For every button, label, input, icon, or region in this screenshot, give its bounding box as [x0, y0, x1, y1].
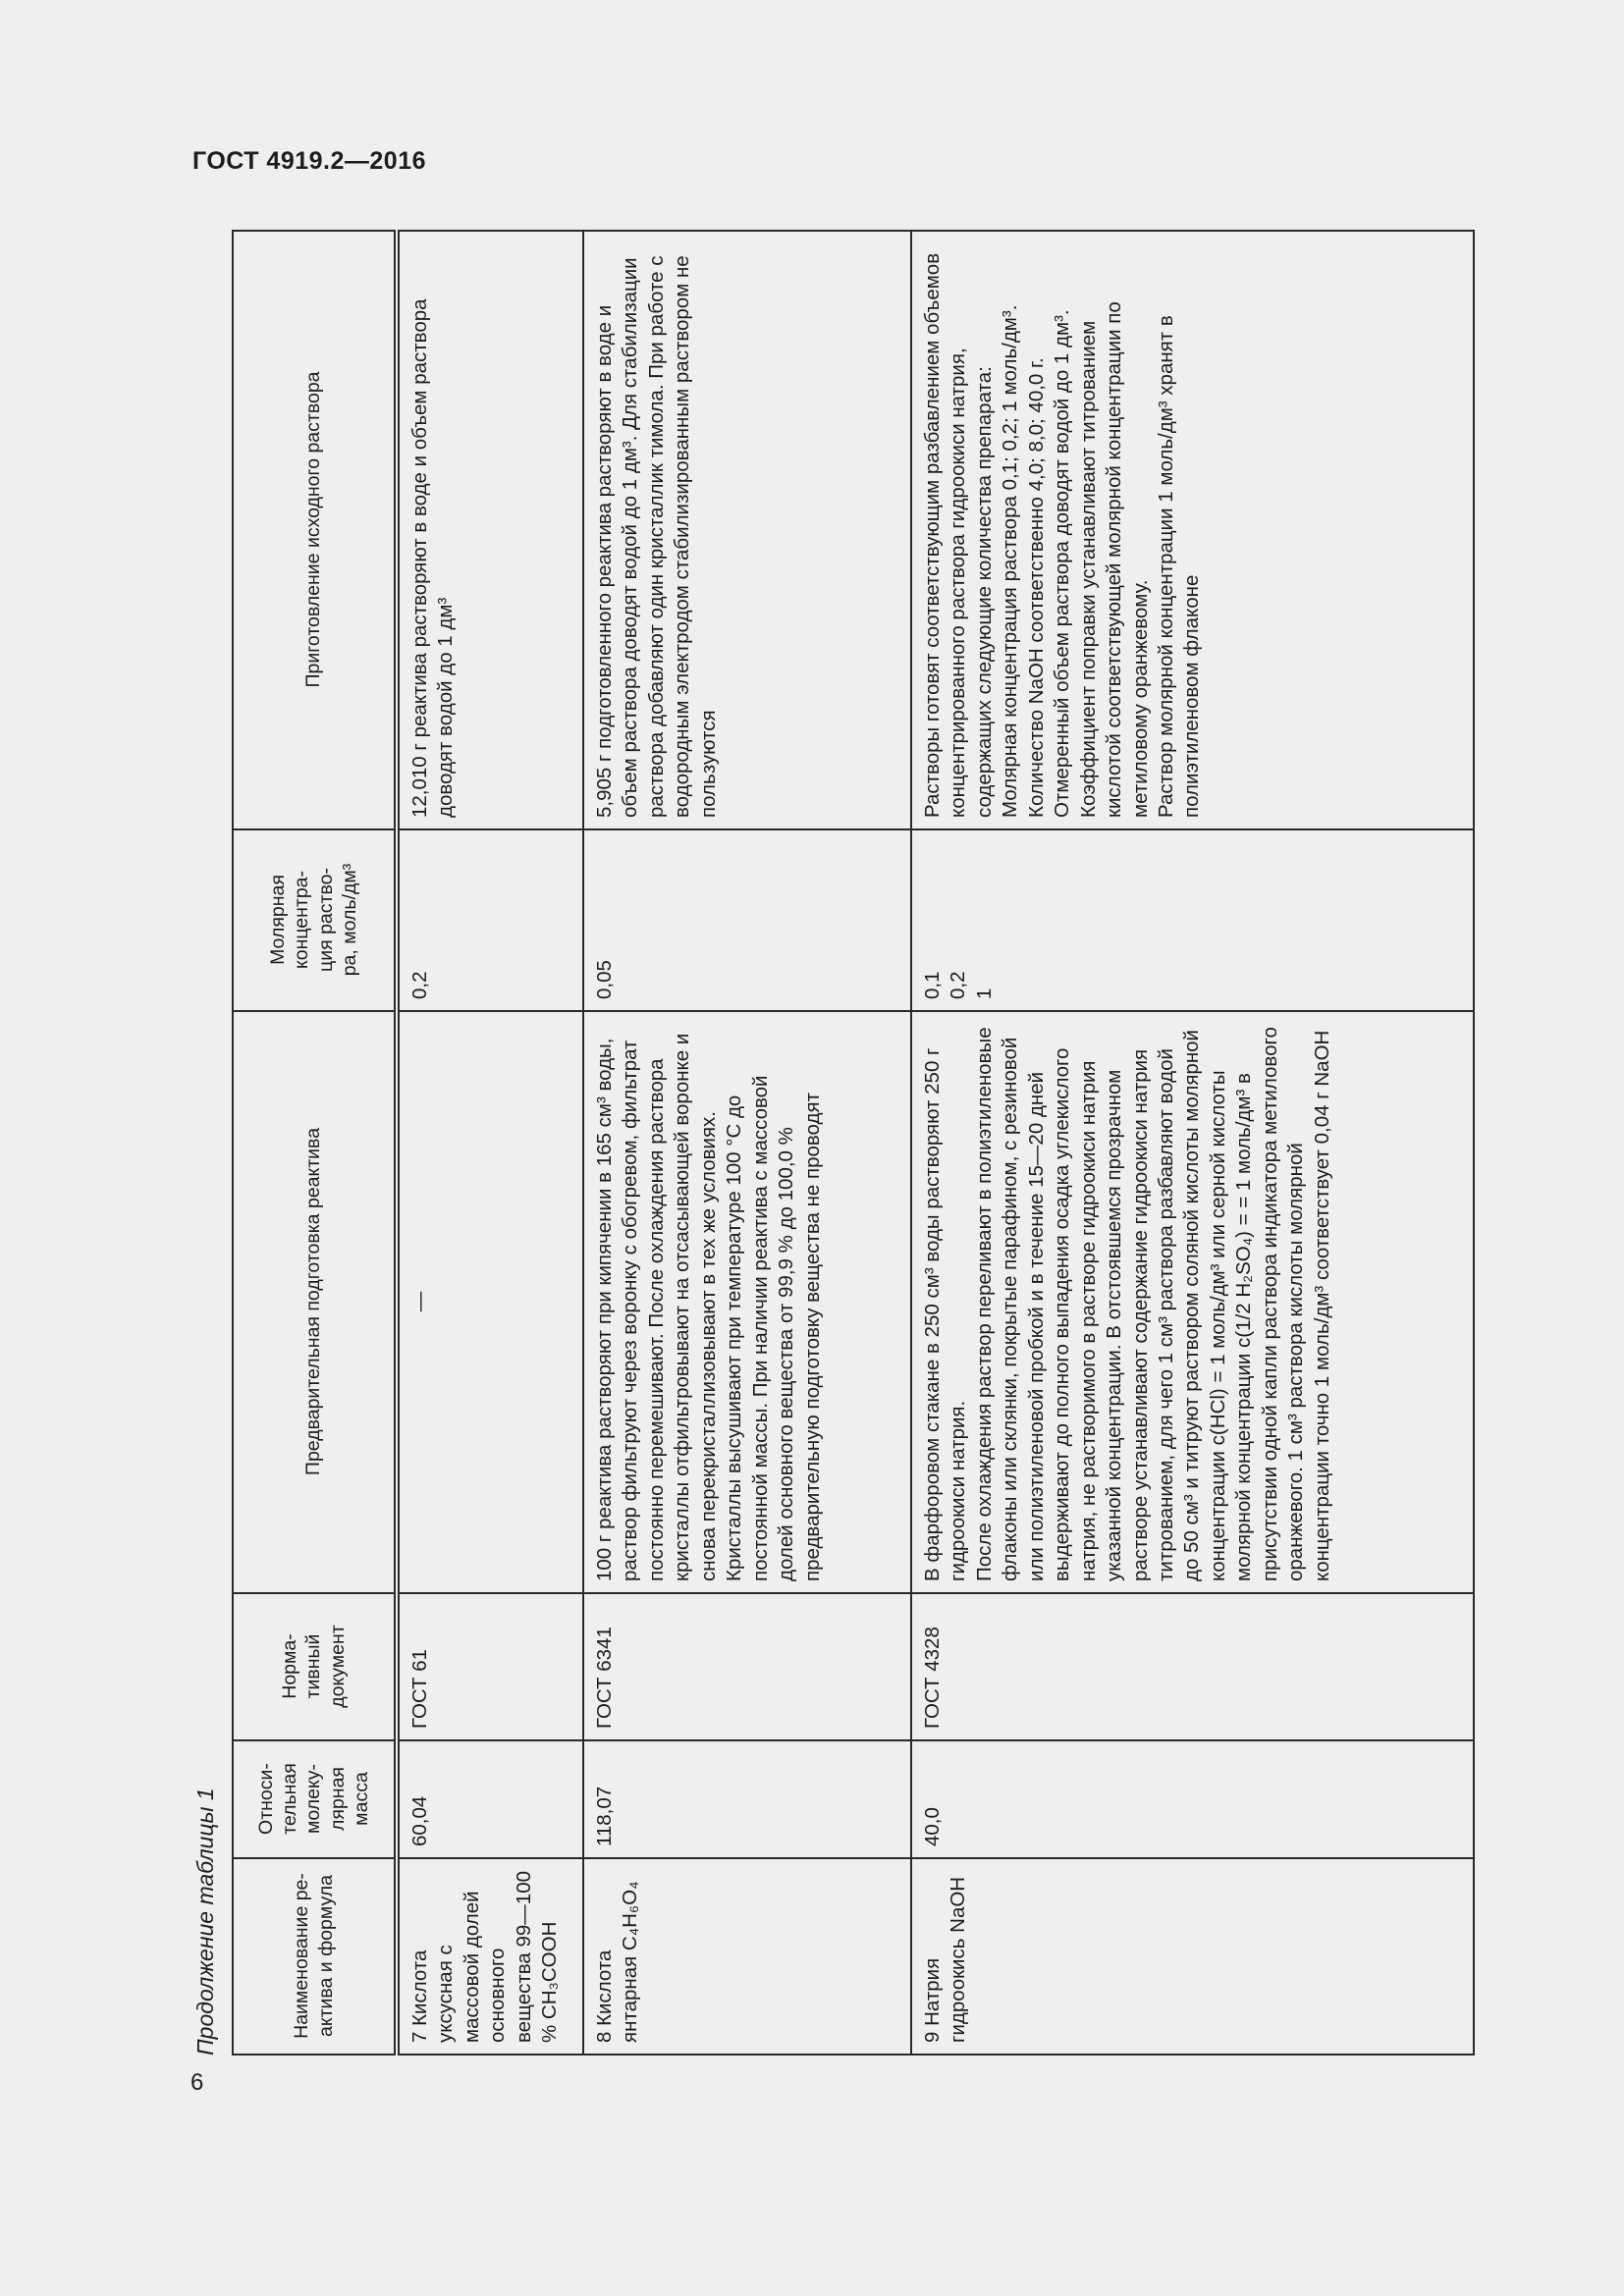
reagent-name: 8 Кислота янтарная C₄H₆O₄ — [583, 1858, 911, 2055]
molar-concentration: 0,05 — [583, 829, 911, 1011]
header-document: Норма- тивный документ — [233, 1593, 397, 1740]
molecular-mass: 118,07 — [583, 1740, 911, 1858]
concentration-value: 1 — [972, 988, 996, 999]
solution-paragraph: Коэффициент поправки устанавливают титрованием кислотой соответствующей молярной концентрации по метиловому оранжевому. — [1076, 301, 1152, 818]
table-caption: Продолжение таблицы 1 — [192, 1788, 218, 2056]
solution-paragraph: Количество NaOH соответственно 4,0; 8,0; 40,0 г. — [1024, 357, 1048, 818]
solution-preparation: 5,905 г подготовленного реактива растворяют в воде и объем раствора доводят водой до 1 дм³. Для стабилизации раствора добавляют один кристаллик тимола. При работе с водородным электродом стабилизированным раствором не пользуются — [583, 231, 911, 829]
header-name: Наименование ре- актива и формула — [233, 1858, 397, 2055]
page-number: 6 — [190, 2069, 204, 2096]
header-concentration: Молярная концентра- ция раство- ра, моль/дм³ — [233, 829, 397, 1011]
normative-document: ГОСТ 4328 — [911, 1593, 1474, 1740]
molecular-mass: 60,04 — [397, 1740, 583, 1858]
document-title: ГОСТ 4919.2—2016 — [192, 147, 427, 175]
solution-preparation: 12,010 г реактива растворяют в воде и объем раствора доводят водой до 1 дм³ — [397, 231, 583, 829]
rotated-table-container — [232, 232, 1473, 2056]
header-solution: Приготовление исходного раствора — [233, 231, 397, 829]
header-mass: Относи- тельная молеку- лярная масса — [233, 1740, 397, 1858]
normative-document: ГОСТ 6341 — [583, 1593, 911, 1740]
reagents-table — [232, 230, 1475, 2056]
preliminary-preparation — [911, 1011, 1474, 1593]
reagent-name: 9 Натрия гидроокись NaOH — [911, 1858, 1474, 2055]
table-row — [583, 231, 911, 2055]
reagent-name: 7 Кислота уксусная с массовой долей основного вещества 99—100 % CH₃COOH — [397, 1858, 583, 2055]
table-row — [397, 231, 583, 2055]
table-header-row — [233, 231, 397, 2055]
solution-paragraph: Молярная концентрация раствора 0,1; 0,2; 1 моль/дм³. — [999, 304, 1022, 818]
solution-paragraph: Растворы готовят соответствующим разбавлением объемов концентрированного раствора гидроокиси натрия, содержащих следующие количества препарата: — [921, 252, 996, 818]
molar-concentration — [911, 829, 1474, 1011]
molecular-mass: 40,0 — [911, 1740, 1474, 1858]
solution-preparation — [911, 231, 1474, 829]
solution-paragraph: Отмеренный объем раствора доводят водой до 1 дм³. — [1051, 309, 1074, 818]
preparation-paragraph: В фарфоровом стакане в 250 см³ воды растворяют 250 г гидроокиси натрия. — [921, 1047, 970, 1581]
concentration-value: 0,2 — [947, 971, 970, 999]
normative-document: ГОСТ 61 — [397, 1593, 583, 1740]
preparation-paragraph: После охлаждения раствор переливают в полиэтиленовые флаконы или склянки, покрытые парафином, с резиновой или полиэтиленовой пробкой и в течение 15—20 дней выдерживают до полного выпадения осадка углекислого натрия, не растворимого в растворе гидроокиси натрия указанной концентрации. В отстоявшемся прозрачном растворе устанавливают содержание гидроокиси натрия титрованием, для чего 1 см³ раствора разбавляют водой до 50 см³ и титруют раствором соляной кислоты молярной концентрации c(HCl) = 1 моль/дм³ или серной кислоты молярной концентрации c(1/2 H₂SO₄) = = 1 моль/дм³ в присутствии одной капли раствора индикатора метилового оранжевого. 1 см³ раствора кислоты молярной концентрации точно 1 моль/дм³ соответствует 0,04 г NaOH — [972, 1027, 1333, 1581]
preliminary-preparation: — — [397, 1011, 583, 1593]
molar-concentration: 0,2 — [397, 829, 583, 1011]
concentration-value: 0,1 — [921, 971, 944, 999]
header-preparation: Предварительная подготовка реактива — [233, 1011, 397, 1593]
solution-paragraph: Раствор молярной концентрации 1 моль/дм³ хранят в полиэтиленовом флаконе — [1154, 315, 1204, 818]
table-row — [911, 231, 1474, 2055]
preliminary-preparation: 100 г реактива растворяют при кипячении в 165 см³ воды, раствор фильтруют через воронку с обогревом, фильтрат постоянно перемешивают. После охлаждения раствора кристаллы отфильтровывают на отсасывающей воронке и снова перекристаллизовывают в тех же условиях. Кристаллы высушивают при температуре 100 °С до постоянной массы. При наличии реактива с массовой долей основного вещества от 99,9 % до 100,0 % предварительную подготовку вещества не проводят — [583, 1011, 911, 1593]
